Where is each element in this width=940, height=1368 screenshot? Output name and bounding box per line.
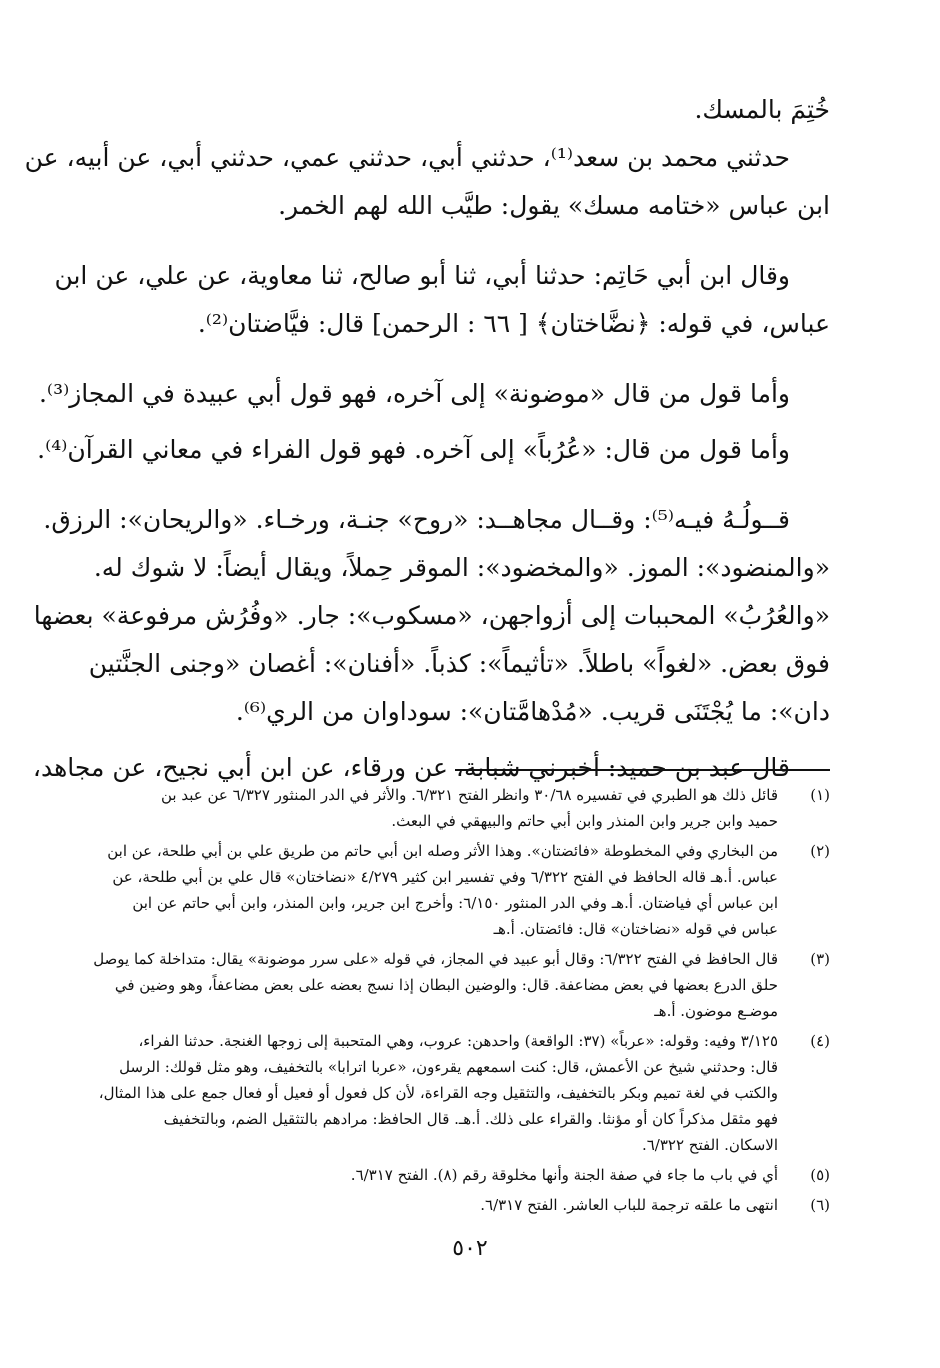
footnote-line: من البخاري وفي المخطوطة «فائضتان». وهذا الأثر وصله ابن أبي حاتم من طريق علي بن أبي طلحة، عن ابن [107, 842, 778, 860]
text-line: عباس، في قوله: ﴿نضَّاختان﴾ [ ٦٦ : الرحمن] قال: فيَّاضتان⁽²⁾. [197, 309, 830, 338]
text-line: قــولُـهُ فيـه⁽⁵⁾: وقــال مجاهــد: «روح» جنـة، ورخـاء. «والريحان»: الرزق. [43, 505, 790, 534]
footnote-body [100, 1192, 778, 1218]
footnote-number: (٦) [810, 1196, 830, 1214]
text-line: وأما قول من قال «موضونة» إلى آخره، فهو قول أبي عبيدة في المجاز⁽³⁾. [38, 379, 790, 408]
text-line: خُتِمَ بالمسك. [694, 95, 830, 124]
footnote [100, 1192, 830, 1218]
text-line: وأما قول من قال: «عُرُباً» إلى آخره. فهو قول الفراء في معاني القرآن⁽⁴⁾. [37, 435, 790, 464]
footnote-number: (٤) [810, 1032, 830, 1050]
footnote-line: ابن عباس أي فياضتان. أ.هـ وفي الدر المنثور ٦/١٥٠: وأخرج ابن جرير، وابن المنذر، وابن أبي حاتم عن ابن [132, 894, 778, 912]
footnote-line: عباس في قوله «نضاختان» قال: فائضتان. أ.هـ [493, 920, 778, 938]
text-line: فوق بعض. «لغواً» باطلاً. «تأثيماً»: كذباً. «أفنان»: أغصان «وجنى الجنَّتين [88, 649, 830, 678]
text-line: «والمنضود»: الموز. «والمخضود»: الموقر حِملاً، ويقال أيضاً: لا شوك له. [93, 553, 830, 582]
footnote [100, 782, 830, 834]
footnote-line: حلق الدرع بعضها في بعض مضاعفة. قال: والوضين البطان إذا نسج بعضه على بعض مضاعفاً، وهو وضين في [114, 976, 778, 994]
footnote [100, 1028, 830, 1158]
footnote-number: (٣) [810, 950, 830, 968]
footnote-line: الاسكان. الفتح ٦/٣٢٢. [641, 1136, 778, 1154]
footnote-line: قائل ذلك هو الطبري في تفسيره ٣٠/٦٨ وانظر الفتح ٦/٣٢١. والأثر في الدر المنثور ٦/٣٢٧ عن عبد بن [161, 786, 778, 804]
text-line: دان»: ما يُجْتَنَى قريب. «مُدْهامَّتان»: سوداوان من الري⁽⁶⁾. [235, 697, 830, 726]
page-number: ٥٠٢ [452, 1236, 488, 1261]
footnote-body [99, 1028, 778, 1158]
main-text [24, 86, 830, 792]
footnote-body [100, 838, 778, 942]
text-line: قال عبد بن حميد: أخبرني شبابة، عن ورقاء، عن ابن أبي نجيح، عن مجاهد، [32, 753, 790, 782]
footnote [100, 1162, 830, 1188]
footnote-divider [455, 769, 830, 771]
footnote-line: عباس. أ.هـ قاله الحافظ في الفتح ٦/٣٢٢ وفي تفسير ابن كثير ٤/٢٧٩ «نضاختان» قال علي بن أبي طلحة، عن [112, 868, 778, 886]
footnote [100, 838, 830, 942]
footnote-body [93, 946, 778, 1024]
footnote-line: فهو مثقل مذكراً كان أو مؤنثا. والقراء على ذلك. أ.هـ. قال الحافظ: مرادهم بالتثقيل الضم، وبالتخفيف [163, 1110, 778, 1128]
footnote-number: (٢) [810, 842, 830, 860]
footnote-line: قال: وحدثني شيخ عن الأعمش، قال: كنت اسمعهم يقرءون، «عربا اترابا» بالتخفيف، وهو مثل قولك: الرسل [119, 1058, 778, 1076]
footnote-number: (٥) [810, 1166, 830, 1184]
text-line: ابن عباس «ختامه مسك» يقول: طيَّب الله لهم الخمر. [278, 191, 830, 220]
footnote-line: أي في باب ما جاء في صفة الجنة وأنها مخلوقة رقم (٨). الفتح ٦/٣١٧. [350, 1166, 778, 1184]
footnote-line: ٣/١٢٥ وفيه: وقوله: «عرباً» (٣٧: الواقعة) واحدهن: عروب، وهي المتحببة إلى زوجها الغنجة. حدثنا الفراء، [138, 1032, 778, 1050]
footnote-body [100, 782, 778, 834]
footnote [93, 946, 830, 1024]
footnotes [93, 782, 830, 1222]
text-line: «والعُرُبُ» المحببات إلى أزواجهن، «مسكوب»: جار. «وفُرُش مرفوعة» بعضها [33, 601, 830, 630]
footnote-line: قال الحافظ في الفتح ٦/٣٢٢: وقال أبو عبيد في المجاز، في قوله «على سرر موضونة» يقال: متداخلة كما يوصل [93, 950, 778, 968]
footnote-line: حميد وابن جرير وابن المنذر وابن أبي حاتم والبيهقي في البعث. [391, 812, 778, 830]
footnote-line: موضـع موضون. أ.هـ [654, 1002, 778, 1020]
footnote-line: والكتب في لغة تميم وبكر بالتخفيف، والتثقيل وجه القراءة، لأن كل فعول أو فعيل أو فعال جمع على هذا المثال، [98, 1084, 778, 1102]
footnote-body [100, 1162, 778, 1188]
footnote-number: (١) [810, 786, 830, 804]
footnote-line: انتهى ما علقه ترجمة للباب العاشر. الفتح ٦/٣١٧. [480, 1196, 778, 1214]
text-line: وقال ابن أبي حَاتِم: حدثنا أبي، ثنا أبو صالح، ثنا معاوية، عن علي، عن ابن [54, 261, 790, 290]
text-line: حدثني محمد بن سعد⁽¹⁾، حدثني أبي، حدثني عمي، حدثني أبي، عن أبيه، عن [24, 143, 790, 172]
